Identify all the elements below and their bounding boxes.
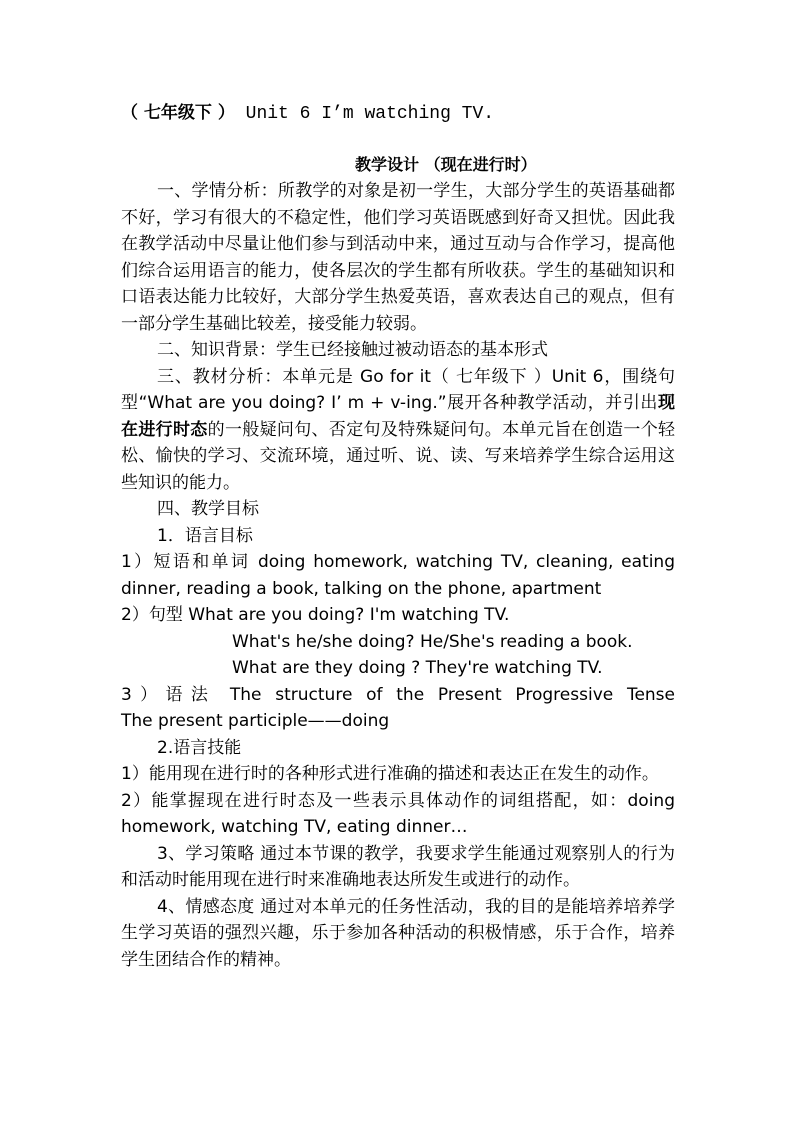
goal-language-skills: 2.语言技能	[157, 737, 242, 758]
document-body	[121, 178, 675, 973]
section-material-analysis	[121, 364, 675, 497]
goal-learning-strategy: 3、学习策略 通过本节课的教学，我要求学生能通过观察别人的行为和活动时能用现在进行时来准确地表达所发生或进行的动作。	[121, 843, 675, 890]
goal-item-vocabulary: 1）短语和单词 doing homework, watching TV, cleaning, eating dinner, reading a book, talking on the phone, apartment	[121, 552, 675, 599]
goal-emotional-attitude: 4、情感态度 通过对本单元的任务性活动，我的目的是能培养培养学生学习英语的强烈兴趣，乐于参加各种活动的积极情感，乐于合作，培养学生团结合作的精神。	[121, 896, 675, 970]
title-unit: Unit 6 I’m watching TV.	[234, 104, 495, 124]
skill-item-2: 2）能掌握现在进行时态及一些表示具体动作的词组搭配，如：doing homework, watching TV, eating dinner…	[121, 790, 675, 837]
document-title	[121, 98, 494, 124]
document-subtitle: 教学设计 （现在进行时）	[355, 155, 537, 174]
material-analysis-bold: 现在进行时态	[121, 393, 675, 440]
goal-item-grammar-2: The present participle——doing	[121, 711, 390, 731]
goal-item-sentence-3: What are they doing ? They're watching TV.	[232, 658, 603, 678]
goal-item-grammar: 3）语法 The structure of the Present Progressive Tense	[121, 684, 675, 705]
skill-item-1: 1）能用现在进行时的各种形式进行准确的描述和表达正在发生的动作。	[121, 764, 659, 784]
goal-language: 1．语言目标	[157, 525, 253, 546]
material-analysis-text-a: 三、教材分析：本单元是 Go for it（ 七年级下 ）Unit 6，围绕句型“What are you doing? I’ m + v-ing.”展开各种教学活动，并引出	[121, 366, 675, 413]
material-analysis-text-b: 的一般疑问句、否定句及特殊疑问句。本单元旨在创造一个轻松、愉快的学习、交流环境，通过听、说、读、写来培养学生综合运用这些知识的能力。	[121, 419, 676, 493]
section-knowledge-background: 二、知识背景：学生已经接触过被动语态的基本形式	[157, 340, 548, 360]
goal-item-sentence: 2）句型 What are you doing? I'm watching TV.	[121, 605, 510, 625]
section-teaching-goals: 四、教学目标	[157, 499, 259, 519]
section-student-analysis: 一、学情分析：所教学的对象是初一学生，大部分学生的英语基础都不好，学习有很大的不稳定性，他们学习英语既感到好奇又担忧。因此我在教学活动中尽量让他们参与到活动中来，通过互动与合作学习，提高他们综合运用语言的能力，使各层次的学生都有所收获。学生的基础知识和口语表达能力比较好，大部分学生热爱英语，喜欢表达自己的观点，但有一部分学生基础比较差，接受能力较弱。	[121, 181, 675, 334]
title-grade: （ 七年级下 ）	[121, 103, 235, 123]
goal-item-sentence-2: What's he/she doing? He/She's reading a book.	[232, 631, 633, 652]
